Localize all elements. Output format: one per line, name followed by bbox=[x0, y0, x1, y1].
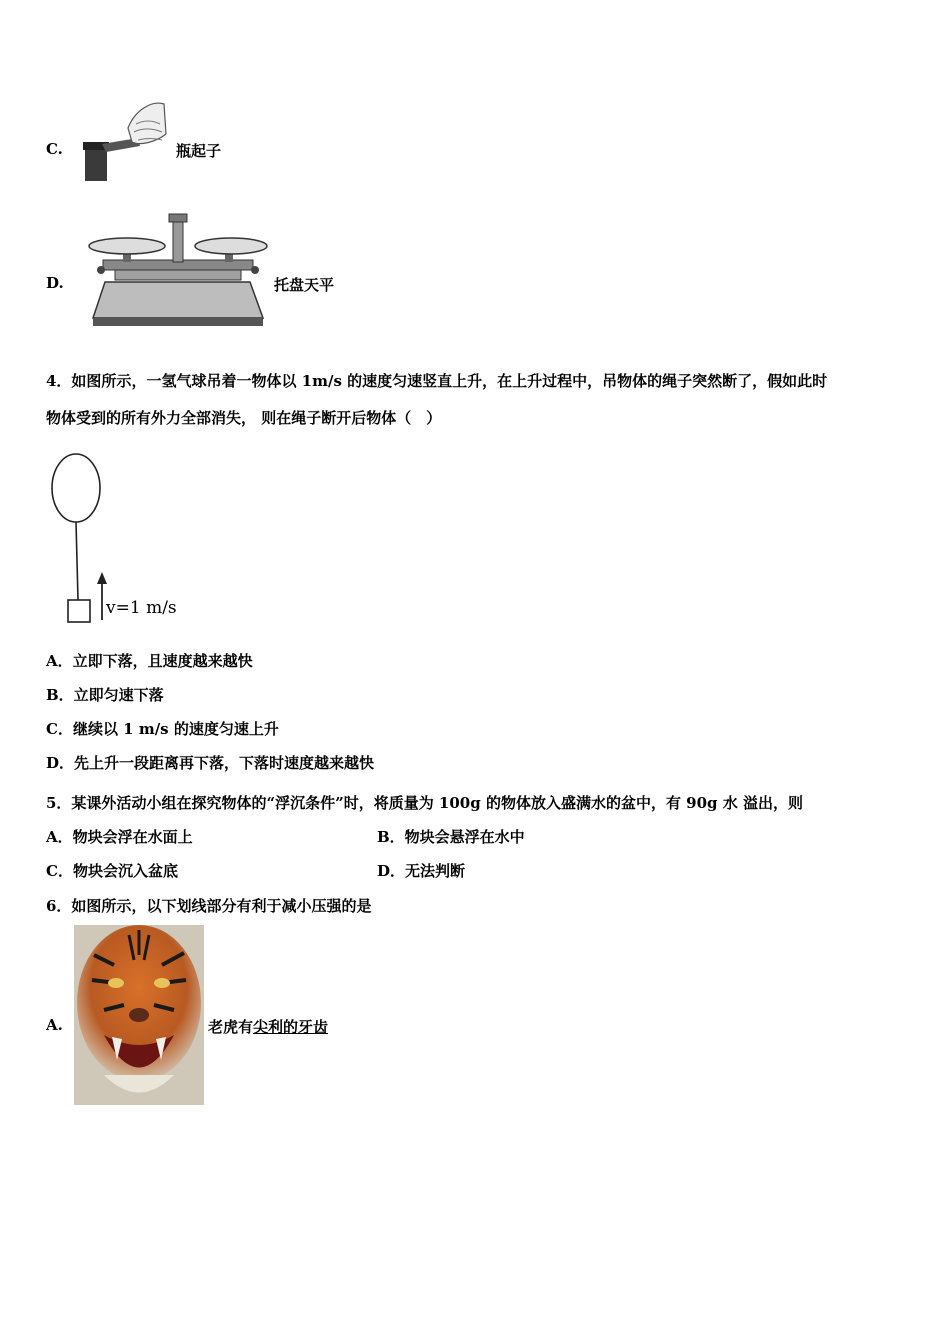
q5-option-b: B．物块会悬浮在水中 bbox=[377, 828, 525, 846]
tray-balance-image bbox=[85, 210, 270, 330]
q6-stem: 6．如图所示，以下划线部分有利于减小压强的是 bbox=[46, 897, 372, 915]
q3-option-c-label: 瓶起子 bbox=[176, 142, 222, 160]
q4-stem-line1: 4．如图所示，一氢气球吊着一物体以 1m/s 的速度匀速竖直上升，在上升过程中，吊物体的绳子突然断了，假如此时 bbox=[46, 372, 828, 390]
q4-option-b: B．立即匀速下落 bbox=[46, 686, 164, 704]
q6-option-a-label-prefix: 老虎有 bbox=[208, 1018, 254, 1036]
q4-option-d: D．先上升一段距离再下落，下落时速度越来越快 bbox=[46, 754, 375, 772]
q3-option-d-letter: D. bbox=[46, 274, 64, 292]
q4-stem-line2: 物体受到的所有外力全部消失， 则在绳子断开后物体（ ） bbox=[46, 409, 442, 427]
q3-option-d-label: 托盘天平 bbox=[274, 276, 335, 294]
q3-option-c-letter: C. bbox=[46, 140, 63, 158]
q5-option-c: C．物块会沉入盆底 bbox=[46, 862, 178, 880]
q5-option-d: D．无法判断 bbox=[377, 862, 466, 880]
q5-option-a: A．物块会浮在水面上 bbox=[46, 828, 193, 846]
q6-option-a-label-underlined: 尖利的牙齿 bbox=[253, 1018, 329, 1036]
q5-stem: 5．某课外活动小组在探究物体的“浮沉条件”时，将质量为 100g 的物体放入盛满水的盆中，有 90g 水 溢出，则 bbox=[46, 794, 803, 812]
tiger-image bbox=[74, 925, 204, 1105]
velocity-label: v=1 m/s bbox=[106, 598, 177, 618]
bottle-opener-image bbox=[80, 98, 170, 188]
q6-option-a-letter: A. bbox=[46, 1016, 63, 1034]
q4-option-a: A．立即下落，且速度越来越快 bbox=[46, 652, 253, 670]
q4-option-c: C．继续以 1 m/s 的速度匀速上升 bbox=[46, 720, 279, 738]
q6-option-a-label bbox=[208, 1016, 328, 1037]
